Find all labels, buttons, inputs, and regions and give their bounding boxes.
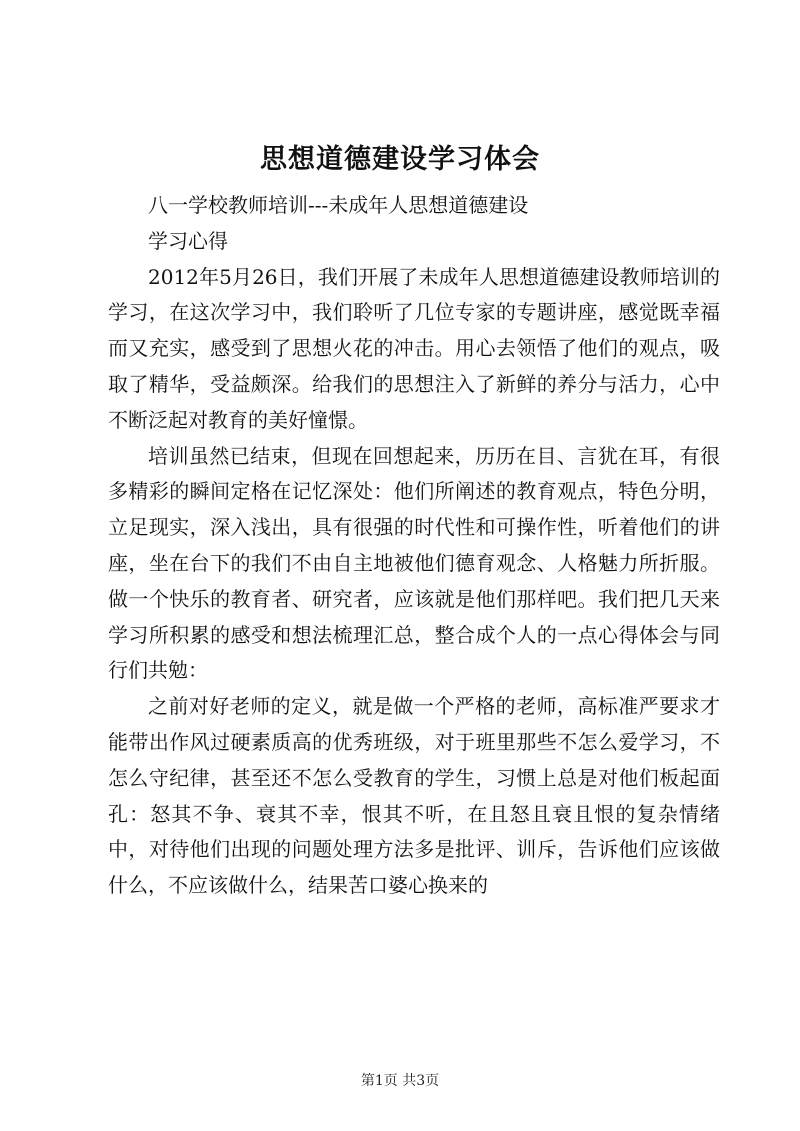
- subtitle-line: 八一学校教师培训---未成年人思想道德建设: [148, 193, 529, 217]
- subtitle-line-2: 学习心得: [148, 228, 228, 253]
- page-footer: [0, 1071, 800, 1091]
- paragraph-3: 之前对好老师的定义，就是做一个严格的老师，高标准严要求才能带出作风过硬素质高的优秀班级，对于班里那些不怎么爱学习，不怎么守纪律，甚至还不怎么受教育的学生，习惯上总是对他们板起面孔：怒其不争、衰其不幸，恨其不听，在且怒且衰且恨的复杂情绪中，对待他们出现的问题处理方法多是批评、训斥，告诉他们应该做什么，不应该做什么，结果苦口婆心换来的: [108, 694, 720, 898]
- document-title: 思想道德建设学习体会: [260, 144, 540, 175]
- document-body: [108, 188, 720, 904]
- paragraph-2: 培训虽然已结束，但现在回想起来，历历在目、言犹在耳，有很多精彩的瞬间定格在记忆深处：他们所阐述的教育观点，特色分明，立足现实，深入浅出，具有很强的时代性和可操作性，听着他们的讲座，坐在台下的我们不由自主地被他们德育观念、人格魅力所折服。做一个快乐的教育者、研究者，应该就是他们那样吧。我们把几天来学习所积累的感受和想法梳理汇总，整合成个人的一点心得体会与同行们共勉：: [108, 443, 720, 683]
- page-number: 第1页 共3页: [360, 1073, 440, 1089]
- paragraph-1: 2012年5月26日，我们开展了未成年人思想道德建设教师培训的学习，在这次学习中，我们聆听了几位专家的专题讲座，感觉既幸福而又充实，感受到了思想火花的冲击。用心去领悟了他们的观点，吸取了精华，受益颇深。给我们的思想注入了新鲜的养分与活力，心中不断泛起对教育的美好憧憬。: [108, 264, 720, 432]
